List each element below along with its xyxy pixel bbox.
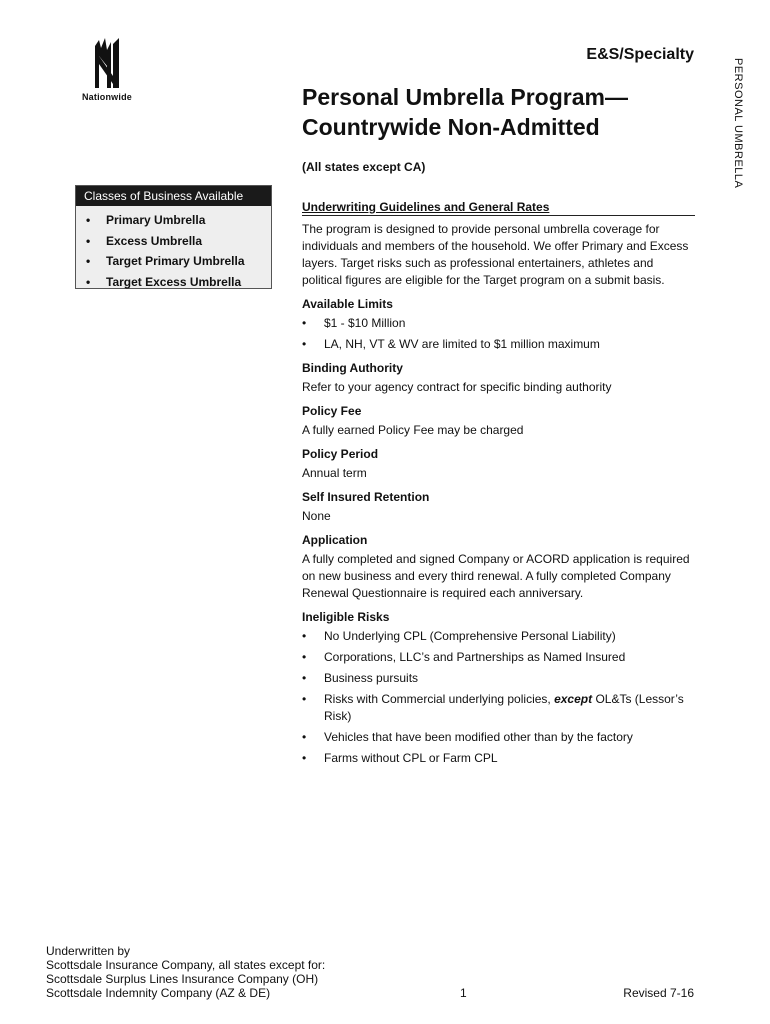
footer-line: Underwritten by (46, 944, 131, 958)
list-item: • No Underlying CPL (Comprehensive Personal Liability) (302, 628, 695, 645)
footer-line: Scottsdale Indemnity Company (AZ & DE) (46, 986, 271, 1000)
title-line-1: Personal Umbrella Program— (302, 84, 628, 110)
intro-text: The program is designed to provide personal umbrella coverage for individuals and members of the household. We offer Primary and Excess layers. Target risks such as professional entertainers, athletes and political figures are eligible for the Target program on a submit basis. (302, 222, 689, 287)
main-content (302, 200, 695, 771)
class-item: • Primary Umbrella (76, 210, 271, 231)
fee-heading: Policy Fee (302, 404, 362, 418)
footer-line: Scottsdale Surplus Lines Insurance Company (OH) (46, 972, 319, 986)
classes-of-business-box (75, 185, 272, 289)
binding-text: Refer to your agency contract for specific binding authority (302, 380, 612, 394)
side-label: PERSONAL UMBRELLA (732, 58, 744, 189)
logo-text: Nationwide (81, 92, 132, 102)
category-label: E&S/Specialty (586, 46, 694, 63)
ineligible-heading: Ineligible Risks (302, 610, 390, 624)
application-heading: Application (302, 533, 368, 547)
nationwide-logo (72, 36, 142, 108)
binding-heading: Binding Authority (302, 361, 403, 375)
list-item: • Corporations, LLC’s and Partnerships as Named Insured (302, 649, 695, 666)
page-number: 1 (460, 986, 467, 1000)
fee-text: A fully earned Policy Fee may be charged (302, 423, 524, 437)
list-item: • Vehicles that have been modified other than by the factory (302, 729, 695, 746)
guidelines-heading: Underwriting Guidelines and General Rates (302, 200, 695, 216)
sir-text: None (302, 509, 331, 523)
limits-list (302, 315, 695, 353)
class-item: • Target Excess Umbrella (76, 272, 271, 293)
classes-heading: Classes of Business Available (76, 186, 271, 206)
page-title (302, 82, 628, 142)
list-item: • Risks with Commercial underlying policies, except OL&Ts (Lessor’s Risk) (302, 691, 695, 725)
list-item: • Farms without CPL or Farm CPL (302, 750, 695, 767)
title-line-2: Countrywide Non-Admitted (302, 114, 600, 140)
eagle-logo-icon (85, 36, 129, 90)
classes-list (76, 206, 271, 292)
ineligible-list (302, 628, 695, 767)
sir-heading: Self Insured Retention (302, 490, 430, 504)
underwriter-footer (46, 944, 325, 1000)
page-subtitle: (All states except CA) (302, 160, 426, 174)
class-item: • Excess Umbrella (76, 231, 271, 252)
list-item: • Business pursuits (302, 670, 695, 687)
revised-date: Revised 7-16 (623, 986, 694, 1000)
class-item: • Target Primary Umbrella (76, 251, 271, 272)
application-text: A fully completed and signed Company or ACORD application is required on new business and every third renewal. A fully completed Company Renewal Questionnaire is required each anniversary. (302, 552, 690, 600)
footer-line: Scottsdale Insurance Company, all states except for: (46, 958, 326, 972)
list-item: • LA, NH, VT & WV are limited to $1 million maximum (302, 336, 695, 353)
list-item: • $1 - $10 Million (302, 315, 695, 332)
period-text: Annual term (302, 466, 367, 480)
period-heading: Policy Period (302, 447, 379, 461)
limits-heading: Available Limits (302, 297, 393, 311)
